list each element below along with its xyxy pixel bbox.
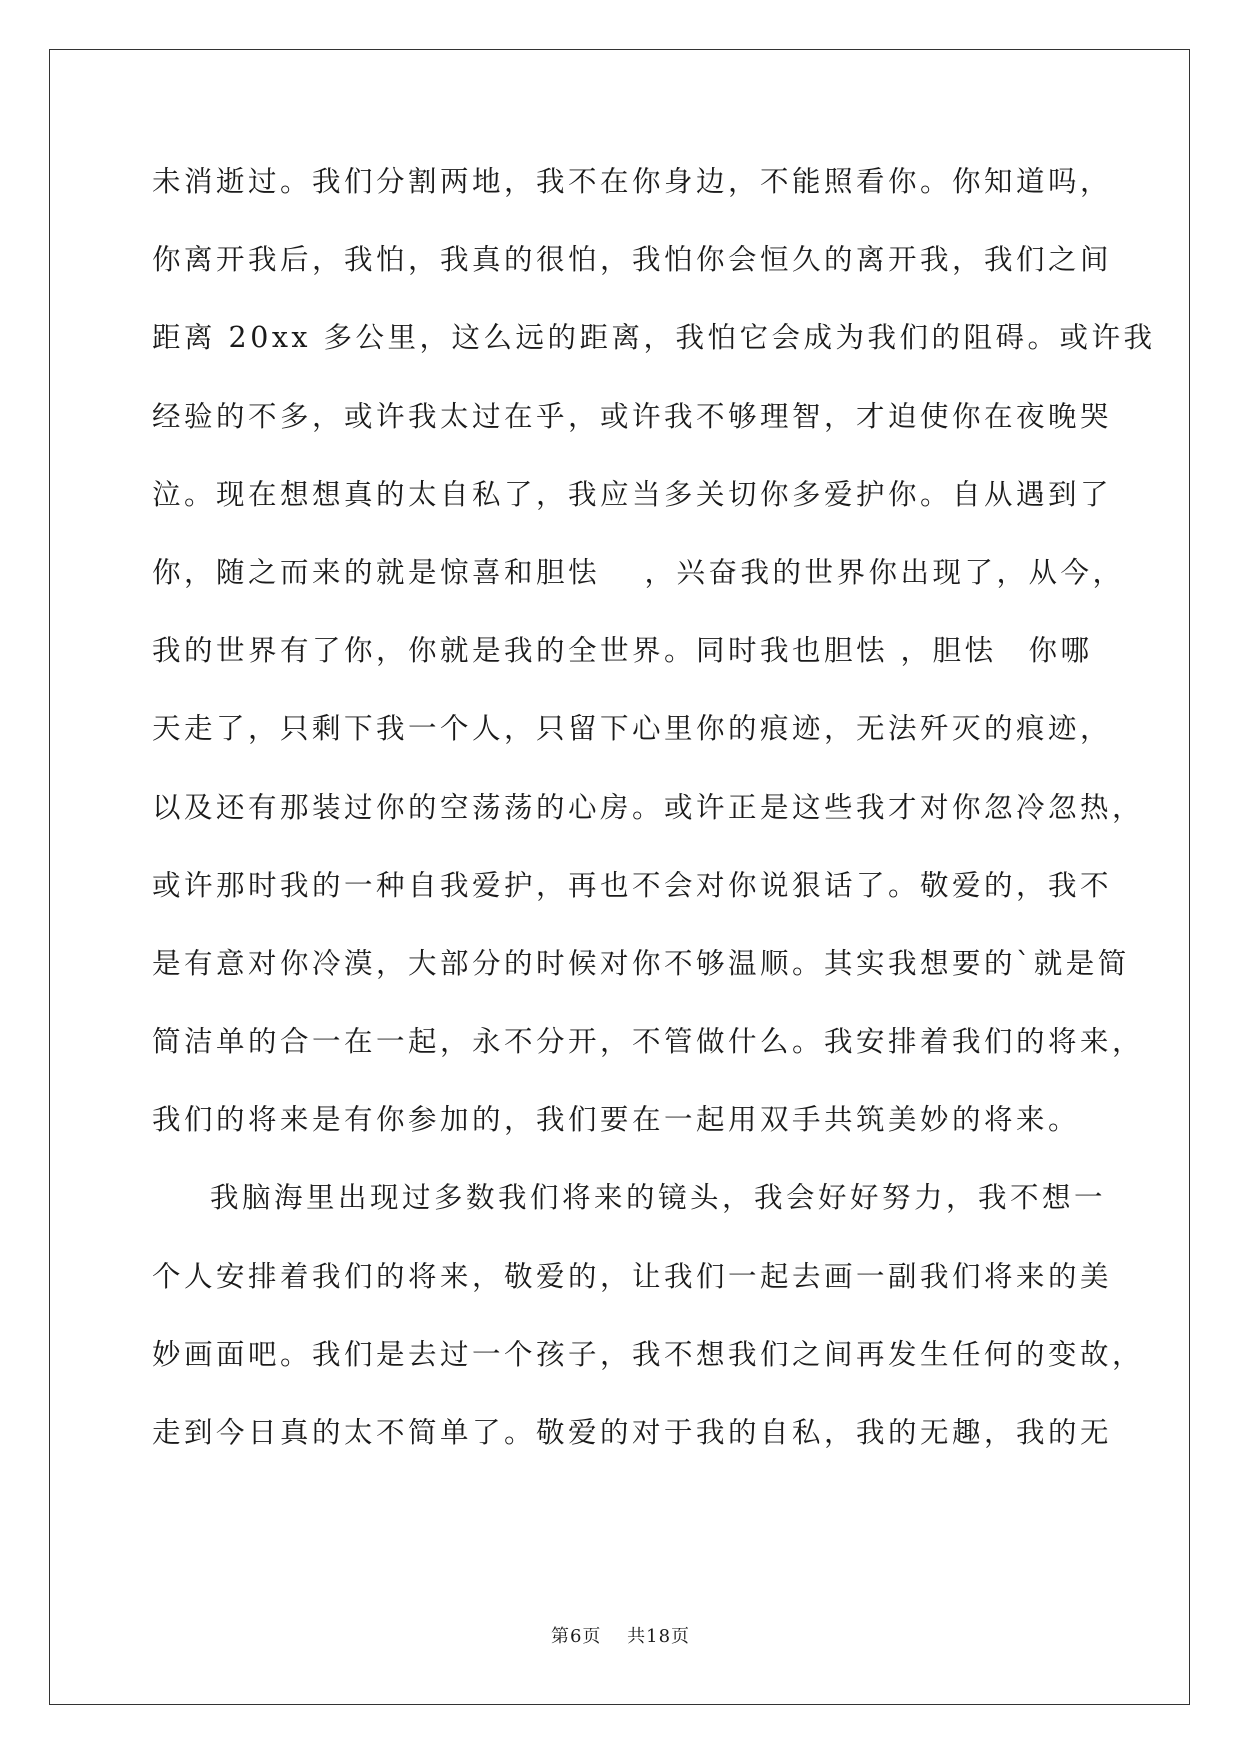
text-line: 简洁单的合一在一起，永不分开，不管做什么。我安排着我们的将来， <box>152 1025 1145 1059</box>
text-line: 是有意对你冷漠，大部分的时候对你不够温顺。其实我想要的`就是简 <box>152 946 1130 980</box>
text-line: 或许那时我的一种自我爱护，再也不会对你说狠话了。敬爱的，我不 <box>152 868 1113 902</box>
text-line: 你，随之而来的就是惊喜和胆怯 ，兴奋我的世界你出现了，从今， <box>152 555 1125 589</box>
text-line: 你离开我后，我怕，我真的很怕，我怕你会恒久的离开我，我们之间 <box>152 243 1113 277</box>
text-line: 走到今日真的太不简单了。敬爱的对于我的自私，我的无趣，我的无 <box>152 1416 1113 1449</box>
text-line: 我的世界有了你，你就是我的全世界。同时我也胆怯 ，胆怯 你哪 <box>152 634 1093 668</box>
text-line: 个人安排着我们的将来，敬爱的，让我们一起去画一副我们将来的美 <box>152 1259 1113 1293</box>
paragraph-start-line: 我脑海里出现过多数我们将来的镜头，我会好好努力，我不想一 <box>210 1181 1107 1215</box>
text-line: 妙画面吧。我们是去过一个孩子，我不想我们之间再发生任何的变故， <box>152 1337 1145 1371</box>
page-footer <box>0 1622 1241 1648</box>
text-line: 经验的不多，或许我太过在乎，或许我不够理智，才迫使你在夜晚哭 <box>152 399 1113 433</box>
text-line: 以及还有那装过你的空荡荡的心房。或许正是这些我才对你忽冷忽热， <box>152 790 1145 824</box>
text-line: 距离 20xx 多公里，这么远的距离，我怕它会成为我们的阻碍。或许我 <box>152 321 1156 355</box>
text-line: 我们的将来是有你参加的，我们要在一起用双手共筑美妙的将来。 <box>152 1103 1081 1137</box>
text-line: 泣。现在想想真的太自私了，我应当多关切你多爱护你。自从遇到了 <box>152 477 1113 511</box>
text-line: 未消逝过。我们分割两地，我不在你身边，不能照看你。你知道吗， <box>152 165 1113 198</box>
document-body <box>152 162 1156 1491</box>
page-number: 第6页 共18页 <box>550 1626 691 1647</box>
text-line: 天走了，只剩下我一个人，只留下心里你的痕迹，无法歼灭的痕迹， <box>152 712 1113 746</box>
